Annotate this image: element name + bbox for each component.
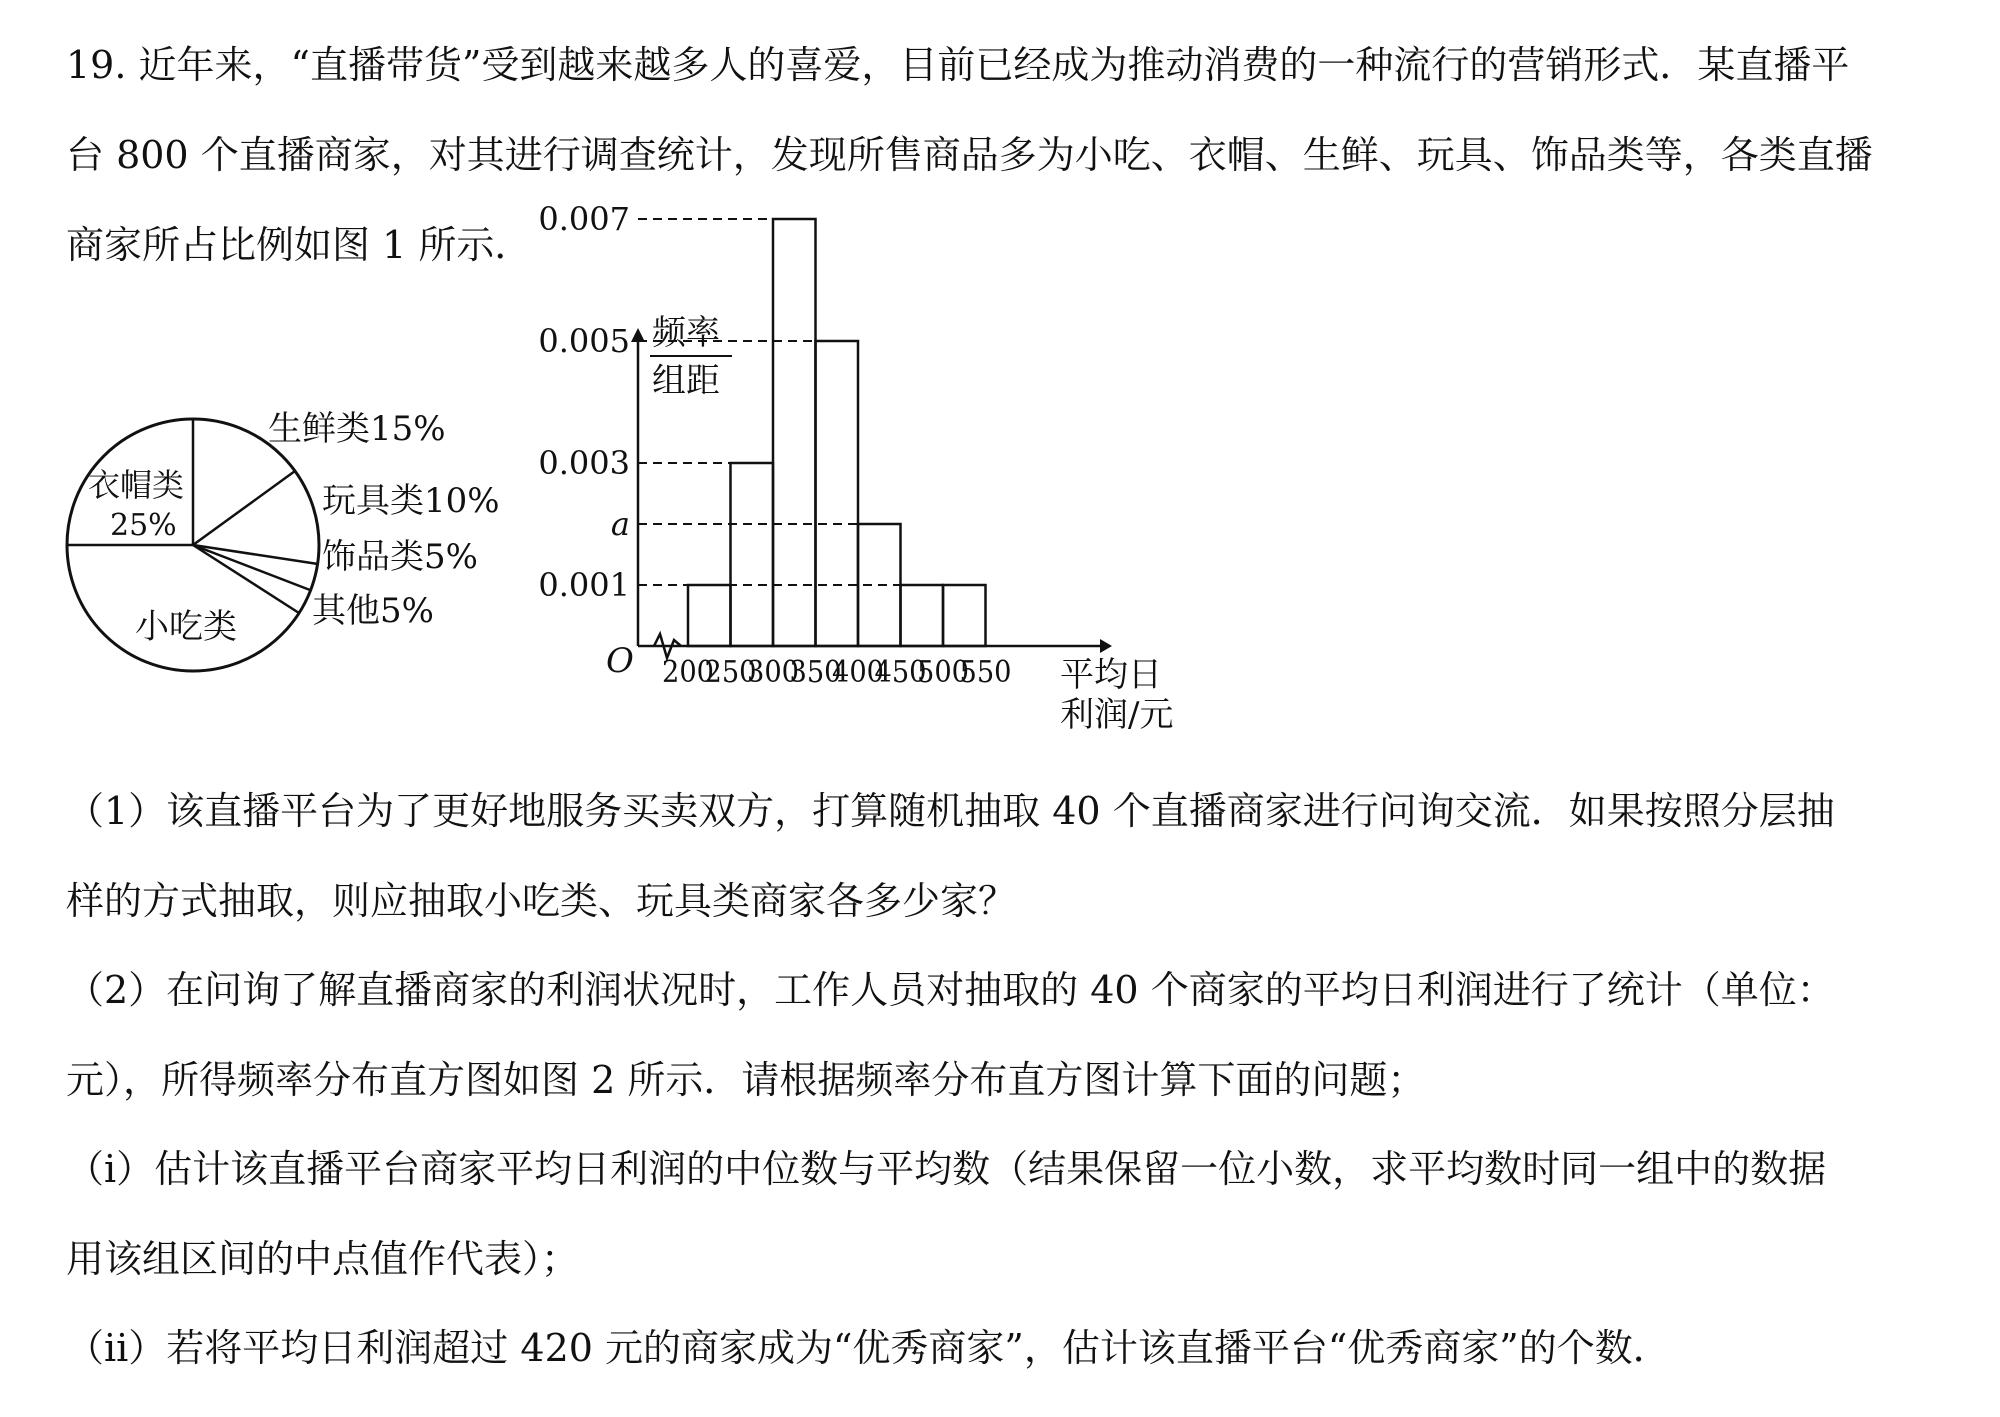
histogram-bar-450 [901, 585, 944, 646]
pie-label-toys: 玩具类10% [322, 481, 500, 521]
pie-label-freshfood: 生鲜类15% [268, 409, 446, 449]
pie-value-clothing: 25% [110, 508, 177, 543]
q1-line-1: （1）该直播平台为了更好地服务买卖双方，打算随机抽取 40 个直播商家进行问询交流．如果按照分层抽 [66, 789, 1835, 833]
histogram-bar-250 [731, 463, 774, 646]
pie-chart [67, 409, 500, 671]
x-tick-label-250: 250 [704, 655, 757, 690]
pie-label-other: 其他5% [312, 591, 434, 631]
pie-divider-toys-accessories [193, 545, 318, 564]
x-axis-label-line-2: 利润/元 [1060, 695, 1174, 735]
y-tick-label-4: 0.001 [538, 566, 630, 604]
question-2-i [66, 1124, 1946, 1304]
q1-line-2: 样的方式抽取，则应抽取小吃类、玩具类商家各多少家？ [66, 879, 1017, 923]
y-tick-label-3: a [610, 505, 630, 543]
q2-line-1: （2）在问询了解直播商家的利润状况时，工作人员对抽取的 40 个商家的平均日利润进行了统计（单位： [66, 968, 1835, 1012]
origin-label: O [606, 641, 634, 681]
pie-label-snacks: 小吃类 [135, 607, 237, 647]
pie-label-clothing: 衣帽类 [88, 466, 185, 504]
question-1 [66, 766, 1946, 946]
histogram-bar-500 [943, 585, 986, 646]
x-axis-label-line-1: 平均日 [1060, 655, 1162, 695]
y-tick-label-0: 0.007 [538, 200, 630, 238]
q2ii-line-1: （ii）若将平均日利润超过 420 元的商家成为“优秀商家”，估计该直播平台“优秀商家”的个数． [66, 1326, 1671, 1370]
x-tick-label-200: 200 [662, 655, 714, 690]
y-tick-label-1: 0.005 [538, 322, 630, 360]
pie-label-accessories: 饰品类5% [322, 537, 478, 577]
problem-intro [66, 20, 1946, 290]
question-2-ii [66, 1303, 1946, 1393]
histogram-bar-200 [688, 585, 731, 646]
x-tick-labels [662, 655, 1012, 690]
intro-line-2: 台 800 个直播商家，对其进行调查统计，发现所售商品多为小吃、衣帽、生鲜、玩具、饰品类等，各类直播 [66, 133, 1873, 177]
y-axis-label-top: 频率 [652, 313, 720, 353]
histogram-bar-350 [816, 341, 859, 646]
x-tick-label-450: 450 [874, 655, 927, 690]
x-tick-label-550: 550 [959, 655, 1012, 690]
y-axis-label-bottom: 组距 [652, 361, 720, 401]
x-tick-label-350: 350 [789, 655, 842, 690]
question-2 [66, 945, 1946, 1125]
y-axis-arrow [631, 328, 645, 342]
intro-line-3: 商家所占比例如图 1 所示． [66, 223, 533, 267]
y-tick-label-2: 0.003 [538, 444, 630, 482]
x-tick-label-400: 400 [832, 655, 884, 690]
intro-line-1: 19. 近年来，“直播带货”受到越来越多人的喜爱，目前已经成为推动消费的一种流行的营销形式．某直播平 [66, 43, 1850, 87]
q2-line-2: 元），所得频率分布直方图如图 2 所示．请根据频率分布直方图计算下面的问题； [66, 1058, 1426, 1102]
x-axis-arrow [1100, 639, 1112, 653]
q2i-line-2: 用该组区间的中点值作代表）； [66, 1237, 580, 1281]
x-tick-label-500: 500 [917, 655, 969, 690]
q2i-line-1: （i）估计该直播平台商家平均日利润的中位数与平均数（结果保留一位小数，求平均数时同一组中的数据 [66, 1147, 1827, 1191]
pie-divider-freshfood-toys [193, 471, 295, 545]
x-tick-label-300: 300 [747, 655, 799, 690]
